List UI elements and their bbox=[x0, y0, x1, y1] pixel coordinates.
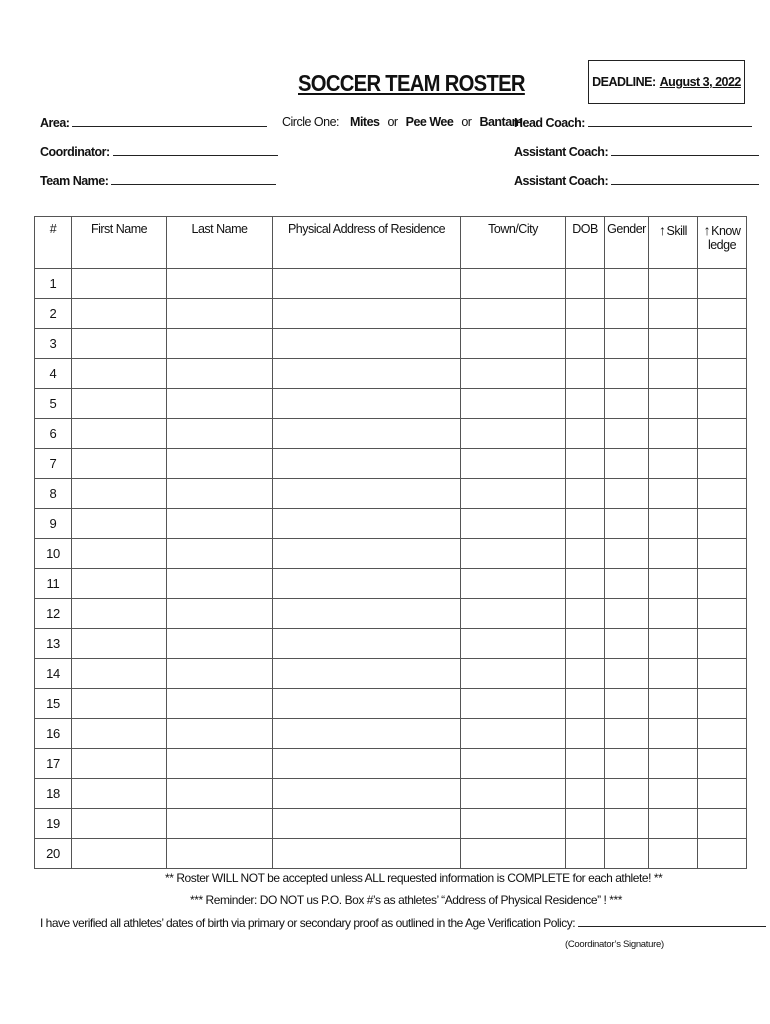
division-selector[interactable] bbox=[282, 115, 522, 129]
roster-cell[interactable] bbox=[566, 629, 605, 659]
roster-cell[interactable] bbox=[605, 749, 649, 779]
roster-cell[interactable] bbox=[461, 659, 566, 689]
row-number: 11 bbox=[35, 569, 72, 599]
roster-cell[interactable] bbox=[273, 449, 461, 479]
roster-cell[interactable] bbox=[698, 749, 747, 779]
row-number: 3 bbox=[35, 329, 72, 359]
roster-cell[interactable] bbox=[167, 509, 273, 539]
roster-cell[interactable] bbox=[273, 359, 461, 389]
roster-cell[interactable] bbox=[167, 659, 273, 689]
roster-cell[interactable] bbox=[649, 329, 698, 359]
roster-cell[interactable] bbox=[461, 569, 566, 599]
coordinator-field[interactable] bbox=[40, 144, 278, 159]
roster-cell[interactable] bbox=[698, 839, 747, 869]
roster-cell[interactable] bbox=[273, 329, 461, 359]
roster-cell[interactable] bbox=[566, 749, 605, 779]
roster-cell[interactable] bbox=[649, 479, 698, 509]
roster-cell[interactable] bbox=[461, 629, 566, 659]
roster-cell[interactable] bbox=[649, 779, 698, 809]
roster-cell[interactable] bbox=[566, 689, 605, 719]
roster-cell[interactable] bbox=[698, 659, 747, 689]
roster-cell[interactable] bbox=[566, 419, 605, 449]
roster-cell[interactable] bbox=[72, 329, 167, 359]
roster-cell[interactable] bbox=[698, 329, 747, 359]
roster-cell[interactable] bbox=[566, 479, 605, 509]
roster-cell[interactable] bbox=[72, 299, 167, 329]
roster-cell[interactable] bbox=[698, 449, 747, 479]
roster-cell[interactable] bbox=[273, 599, 461, 629]
team-name-field[interactable] bbox=[40, 173, 276, 188]
roster-cell[interactable] bbox=[566, 719, 605, 749]
roster-cell[interactable] bbox=[605, 659, 649, 689]
roster-cell[interactable] bbox=[72, 419, 167, 449]
table-row bbox=[35, 569, 747, 599]
roster-cell[interactable] bbox=[273, 419, 461, 449]
or-separator: or bbox=[461, 115, 472, 129]
roster-cell[interactable] bbox=[698, 599, 747, 629]
roster-cell[interactable] bbox=[72, 359, 167, 389]
roster-cell[interactable] bbox=[273, 719, 461, 749]
roster-cell[interactable] bbox=[167, 719, 273, 749]
roster-cell[interactable] bbox=[605, 809, 649, 839]
roster-cell[interactable] bbox=[649, 419, 698, 449]
table-row bbox=[35, 659, 747, 689]
roster-cell[interactable] bbox=[72, 689, 167, 719]
col-header-gender: Gender bbox=[605, 217, 649, 269]
roster-cell[interactable] bbox=[273, 269, 461, 299]
option-pee-wee[interactable]: Pee Wee bbox=[405, 115, 454, 129]
roster-table bbox=[34, 216, 747, 869]
roster-cell[interactable] bbox=[649, 599, 698, 629]
roster-cell[interactable] bbox=[605, 569, 649, 599]
roster-cell[interactable] bbox=[698, 269, 747, 299]
roster-cell[interactable] bbox=[649, 719, 698, 749]
roster-cell[interactable] bbox=[72, 719, 167, 749]
roster-cell[interactable] bbox=[649, 389, 698, 419]
roster-cell[interactable] bbox=[167, 269, 273, 299]
roster-cell[interactable] bbox=[72, 629, 167, 659]
roster-cell[interactable] bbox=[72, 749, 167, 779]
verification-statement bbox=[40, 915, 766, 930]
table-row bbox=[35, 449, 747, 479]
roster-cell[interactable] bbox=[698, 779, 747, 809]
roster-cell[interactable] bbox=[72, 389, 167, 419]
roster-cell[interactable] bbox=[167, 449, 273, 479]
roster-cell[interactable] bbox=[649, 269, 698, 299]
table-header-row bbox=[35, 217, 747, 269]
coordinator-blank[interactable] bbox=[113, 144, 278, 156]
roster-cell[interactable] bbox=[649, 509, 698, 539]
roster-warning-note: ** Roster WILL NOT be accepted unless ALL requested information is COMPLETE for each athlete! ** bbox=[165, 871, 663, 885]
po-box-reminder-note: *** Reminder: DO NOT us P.O. Box #’s as athletes’ “Address of Physical Residence” ! *** bbox=[190, 893, 622, 907]
roster-cell[interactable] bbox=[605, 389, 649, 419]
col-header-knowledge bbox=[698, 217, 747, 269]
col-header-number: # bbox=[35, 217, 72, 269]
table-row bbox=[35, 509, 747, 539]
roster-cell[interactable] bbox=[605, 419, 649, 449]
roster-cell[interactable] bbox=[167, 689, 273, 719]
roster-cell[interactable] bbox=[461, 479, 566, 509]
roster-cell[interactable] bbox=[273, 299, 461, 329]
roster-cell[interactable] bbox=[461, 809, 566, 839]
roster-cell[interactable] bbox=[698, 689, 747, 719]
table-row bbox=[35, 779, 747, 809]
team-name-blank[interactable] bbox=[111, 173, 276, 185]
skill-label: Skill bbox=[666, 224, 687, 238]
head-coach-label: Head Coach: bbox=[514, 116, 585, 130]
roster-cell[interactable] bbox=[698, 539, 747, 569]
area-label: Area: bbox=[40, 116, 70, 130]
roster-cell[interactable] bbox=[167, 569, 273, 599]
roster-cell[interactable] bbox=[566, 299, 605, 329]
roster-cell[interactable] bbox=[698, 509, 747, 539]
roster-cell[interactable] bbox=[461, 719, 566, 749]
roster-cell[interactable] bbox=[698, 419, 747, 449]
roster-cell[interactable] bbox=[273, 389, 461, 419]
roster-cell[interactable] bbox=[167, 479, 273, 509]
roster-cell[interactable] bbox=[605, 599, 649, 629]
roster-cell[interactable] bbox=[273, 479, 461, 509]
assistant-coach-field-2[interactable] bbox=[514, 173, 759, 188]
row-number: 9 bbox=[35, 509, 72, 539]
roster-cell[interactable] bbox=[167, 389, 273, 419]
deadline-label: DEADLINE: bbox=[592, 75, 656, 89]
roster-cell[interactable] bbox=[461, 359, 566, 389]
roster-cell[interactable] bbox=[167, 839, 273, 869]
roster-cell[interactable] bbox=[698, 359, 747, 389]
roster-cell[interactable] bbox=[72, 809, 167, 839]
roster-cell[interactable] bbox=[273, 569, 461, 599]
table-row bbox=[35, 419, 747, 449]
roster-cell[interactable] bbox=[167, 299, 273, 329]
assistant-coach-label: Assistant Coach: bbox=[514, 145, 609, 159]
up-arrow-icon: ↑ bbox=[659, 222, 666, 238]
roster-cell[interactable] bbox=[698, 299, 747, 329]
roster-cell[interactable] bbox=[649, 299, 698, 329]
roster-cell[interactable] bbox=[72, 539, 167, 569]
roster-cell[interactable] bbox=[461, 779, 566, 809]
coordinator-signature-line[interactable] bbox=[578, 915, 766, 927]
roster-cell[interactable] bbox=[273, 539, 461, 569]
roster-cell[interactable] bbox=[273, 509, 461, 539]
roster-cell[interactable] bbox=[649, 689, 698, 719]
roster-cell[interactable] bbox=[461, 419, 566, 449]
assistant-coach-blank[interactable] bbox=[611, 144, 759, 156]
roster-cell[interactable] bbox=[649, 359, 698, 389]
or-separator: or bbox=[387, 115, 398, 129]
page-title: SOCCER TEAM ROSTER bbox=[298, 70, 525, 96]
roster-cell[interactable] bbox=[72, 479, 167, 509]
roster-cell[interactable] bbox=[461, 449, 566, 479]
roster-cell[interactable] bbox=[461, 299, 566, 329]
roster-cell[interactable] bbox=[167, 749, 273, 779]
assistant-coach-blank[interactable] bbox=[611, 173, 759, 185]
row-number: 5 bbox=[35, 389, 72, 419]
roster-cell[interactable] bbox=[461, 389, 566, 419]
roster-cell[interactable] bbox=[273, 629, 461, 659]
table-row bbox=[35, 839, 747, 869]
row-number: 4 bbox=[35, 359, 72, 389]
roster-cell[interactable] bbox=[605, 329, 649, 359]
roster-cell[interactable] bbox=[72, 779, 167, 809]
roster-cell[interactable] bbox=[167, 599, 273, 629]
roster-cell[interactable] bbox=[461, 749, 566, 779]
roster-cell[interactable] bbox=[605, 269, 649, 299]
table-row bbox=[35, 749, 747, 779]
roster-cell[interactable] bbox=[605, 299, 649, 329]
roster-cell[interactable] bbox=[167, 629, 273, 659]
roster-cell[interactable] bbox=[566, 599, 605, 629]
roster-cell[interactable] bbox=[566, 269, 605, 299]
roster-cell[interactable] bbox=[566, 449, 605, 479]
assistant-coach-field[interactable] bbox=[514, 144, 759, 159]
roster-cell[interactable] bbox=[649, 539, 698, 569]
table-row bbox=[35, 629, 747, 659]
roster-cell[interactable] bbox=[566, 809, 605, 839]
roster-cell[interactable] bbox=[605, 509, 649, 539]
area-blank[interactable] bbox=[72, 115, 267, 127]
row-number: 8 bbox=[35, 479, 72, 509]
table-row bbox=[35, 719, 747, 749]
row-number: 16 bbox=[35, 719, 72, 749]
roster-cell[interactable] bbox=[566, 329, 605, 359]
roster-cell[interactable] bbox=[167, 359, 273, 389]
roster-cell[interactable] bbox=[605, 719, 649, 749]
roster-cell[interactable] bbox=[698, 569, 747, 599]
roster-cell[interactable] bbox=[273, 749, 461, 779]
row-number: 7 bbox=[35, 449, 72, 479]
table-row bbox=[35, 359, 747, 389]
roster-cell[interactable] bbox=[72, 509, 167, 539]
row-number: 13 bbox=[35, 629, 72, 659]
verification-text: I have verified all athletes’ dates of birth via primary or secondary proof as outlined in the Age Verification Policy: bbox=[40, 916, 576, 930]
roster-cell[interactable] bbox=[273, 779, 461, 809]
roster-cell[interactable] bbox=[605, 839, 649, 869]
head-coach-field[interactable] bbox=[514, 115, 752, 130]
deadline-box bbox=[588, 60, 745, 104]
col-header-town-city: Town/City bbox=[461, 217, 566, 269]
roster-cell[interactable] bbox=[72, 269, 167, 299]
roster-cell[interactable] bbox=[167, 809, 273, 839]
row-number: 15 bbox=[35, 689, 72, 719]
col-header-last-name: Last Name bbox=[167, 217, 273, 269]
col-header-dob: DOB bbox=[566, 217, 605, 269]
roster-cell[interactable] bbox=[461, 599, 566, 629]
coordinator-label: Coordinator: bbox=[40, 145, 110, 159]
row-number: 1 bbox=[35, 269, 72, 299]
roster-cell[interactable] bbox=[167, 329, 273, 359]
row-number: 12 bbox=[35, 599, 72, 629]
roster-cell[interactable] bbox=[605, 689, 649, 719]
table-row bbox=[35, 689, 747, 719]
roster-cell[interactable] bbox=[566, 389, 605, 419]
roster-cell[interactable] bbox=[649, 749, 698, 779]
table-row bbox=[35, 389, 747, 419]
row-number: 17 bbox=[35, 749, 72, 779]
row-number: 14 bbox=[35, 659, 72, 689]
row-number: 19 bbox=[35, 809, 72, 839]
roster-cell[interactable] bbox=[605, 629, 649, 659]
roster-cell[interactable] bbox=[167, 419, 273, 449]
assistant-coach-label: Assistant Coach: bbox=[514, 174, 609, 188]
roster-cell[interactable] bbox=[461, 329, 566, 359]
roster-cell[interactable] bbox=[273, 659, 461, 689]
roster-cell[interactable] bbox=[698, 389, 747, 419]
roster-cell[interactable] bbox=[649, 569, 698, 599]
roster-cell[interactable] bbox=[72, 659, 167, 689]
table-row bbox=[35, 329, 747, 359]
roster-cell[interactable] bbox=[566, 569, 605, 599]
roster-cell[interactable] bbox=[461, 689, 566, 719]
roster-cell[interactable] bbox=[566, 359, 605, 389]
roster-cell[interactable] bbox=[461, 509, 566, 539]
table-row bbox=[35, 599, 747, 629]
roster-cell[interactable] bbox=[461, 839, 566, 869]
col-header-skill bbox=[649, 217, 698, 269]
roster-cell[interactable] bbox=[273, 839, 461, 869]
roster-cell[interactable] bbox=[72, 839, 167, 869]
roster-cell[interactable] bbox=[698, 719, 747, 749]
roster-cell[interactable] bbox=[167, 779, 273, 809]
table-row bbox=[35, 809, 747, 839]
row-number: 6 bbox=[35, 419, 72, 449]
roster-cell[interactable] bbox=[273, 689, 461, 719]
roster-cell[interactable] bbox=[72, 569, 167, 599]
area-field[interactable] bbox=[40, 115, 267, 130]
roster-cell[interactable] bbox=[566, 509, 605, 539]
roster-cell[interactable] bbox=[461, 269, 566, 299]
roster-cell[interactable] bbox=[649, 659, 698, 689]
col-header-address: Physical Address of Residence bbox=[273, 217, 461, 269]
roster-cell[interactable] bbox=[605, 359, 649, 389]
roster-cell[interactable] bbox=[72, 599, 167, 629]
roster-cell[interactable] bbox=[649, 839, 698, 869]
knowledge-label: Know ledge bbox=[707, 224, 741, 252]
roster-cell[interactable] bbox=[605, 479, 649, 509]
option-mites[interactable]: Mites bbox=[350, 115, 380, 129]
roster-cell[interactable] bbox=[605, 449, 649, 479]
roster-cell[interactable] bbox=[649, 809, 698, 839]
roster-cell[interactable] bbox=[698, 479, 747, 509]
row-number: 10 bbox=[35, 539, 72, 569]
row-number: 2 bbox=[35, 299, 72, 329]
roster-cell[interactable] bbox=[605, 539, 649, 569]
roster-cell[interactable] bbox=[649, 449, 698, 479]
deadline-value: August 3, 2022 bbox=[659, 75, 741, 89]
team-name-label: Team Name: bbox=[40, 174, 109, 188]
roster-cell[interactable] bbox=[649, 629, 698, 659]
roster-cell[interactable] bbox=[72, 449, 167, 479]
circle-one-label: Circle One: bbox=[282, 115, 340, 129]
roster-cell[interactable] bbox=[167, 539, 273, 569]
roster-cell[interactable] bbox=[566, 779, 605, 809]
row-number: 20 bbox=[35, 839, 72, 869]
head-coach-blank[interactable] bbox=[588, 115, 752, 127]
roster-cell[interactable] bbox=[698, 809, 747, 839]
table-row bbox=[35, 479, 747, 509]
option-bantam[interactable]: Bantam bbox=[479, 115, 523, 129]
row-number: 18 bbox=[35, 779, 72, 809]
roster-cell[interactable] bbox=[461, 539, 566, 569]
table-row bbox=[35, 269, 747, 299]
roster-cell[interactable] bbox=[566, 539, 605, 569]
roster-cell[interactable] bbox=[566, 839, 605, 869]
signature-caption: (Coordinator’s Signature) bbox=[565, 939, 664, 950]
roster-cell[interactable] bbox=[605, 779, 649, 809]
col-header-first-name: First Name bbox=[72, 217, 167, 269]
roster-cell[interactable] bbox=[566, 659, 605, 689]
table-row bbox=[35, 299, 747, 329]
table-row bbox=[35, 539, 747, 569]
up-arrow-icon: ↑ bbox=[703, 222, 711, 238]
roster-cell[interactable] bbox=[698, 629, 747, 659]
roster-cell[interactable] bbox=[273, 809, 461, 839]
